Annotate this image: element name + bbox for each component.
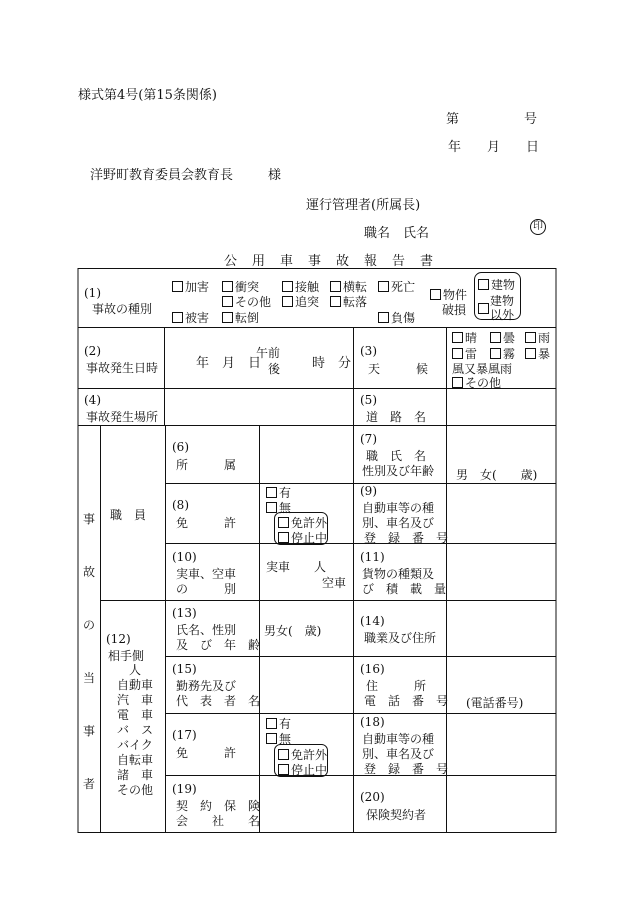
sender: 運行管理者(所属長) xyxy=(306,198,421,213)
staff-vehicle-label-3: 登 録 番 号 xyxy=(364,531,449,545)
other-gender-age-value: 男女( 歳) xyxy=(264,624,322,638)
cargo-label-1: 貨物の種類及 xyxy=(362,567,435,581)
recipient: 洋野町教育委員会教育長 xyxy=(90,168,234,183)
other-license-suspended[interactable]: 停止中 xyxy=(278,761,327,778)
accident-date: 年 月 日 xyxy=(196,356,262,371)
accident-type-tumble[interactable]: 転倒 xyxy=(222,309,259,326)
c20-number: (20) xyxy=(360,790,385,804)
accident-type-victim[interactable]: 被害 xyxy=(172,309,209,326)
time-am: 午前 xyxy=(256,346,281,360)
row2-label: 事故発生日時 xyxy=(86,361,159,375)
staff-license-no[interactable]: 無 xyxy=(266,499,291,516)
weather-cloudy[interactable]: 曇 xyxy=(490,329,515,346)
weather-thunder[interactable]: 雷 xyxy=(452,345,477,362)
weather-rain[interactable]: 雨 xyxy=(525,329,550,346)
weather-fog[interactable]: 霧 xyxy=(490,345,515,362)
accident-type-death[interactable]: 死亡 xyxy=(378,278,415,295)
seal-text: 印 xyxy=(533,221,543,232)
phone-label: 電 話 番 号 xyxy=(364,694,449,708)
accident-type-other[interactable]: その他 xyxy=(222,293,271,310)
other-party-label: 相手側 xyxy=(108,649,145,663)
other-name-label-1: 氏名、性別 xyxy=(176,623,237,637)
phone-value: (電話番号) xyxy=(466,696,524,710)
c15-number: (15) xyxy=(172,662,197,676)
staff-gender-age-value: 男 女( 歳) xyxy=(456,468,538,482)
other-license-label: 免 許 xyxy=(176,746,237,760)
c14-number: (14) xyxy=(360,614,385,628)
document-title: 公 用 車 事 故 報 告 書 xyxy=(224,254,435,269)
c9-number: (9) xyxy=(360,484,377,498)
damage-building[interactable]: 建物 xyxy=(478,276,515,293)
staff-gender-age-label: 性別及び年齢 xyxy=(362,464,435,478)
staff-license-yes[interactable]: 有 xyxy=(266,484,291,501)
occupation-address-label: 職業及び住所 xyxy=(364,631,437,645)
other-license-outside[interactable]: 免許外 xyxy=(278,746,327,763)
staff-side-label: 職 員 xyxy=(110,508,147,522)
staff-license-suspended[interactable]: 停止中 xyxy=(278,529,327,546)
c7-number: (7) xyxy=(360,432,377,446)
accident-type-harm[interactable]: 加害 xyxy=(172,278,209,295)
row3-weather-number: (3) xyxy=(360,344,377,358)
c6-number: (6) xyxy=(172,440,189,454)
accident-type-contact[interactable]: 接触 xyxy=(282,278,319,295)
address-label: 住 所 xyxy=(366,679,427,693)
cargo-label-2: び 積 載 量 xyxy=(362,582,447,596)
time-pm: 後 xyxy=(268,362,281,376)
accident-type-rear-end[interactable]: 追突 xyxy=(282,293,319,310)
row5-number: (5) xyxy=(360,393,377,407)
accident-time: 時 分 xyxy=(312,356,352,371)
recipient-honorific: 様 xyxy=(268,168,282,183)
other-party-number: (12) xyxy=(106,632,131,646)
employer-label-2: 代 表 者 名 xyxy=(176,694,261,708)
staff-vehicle-label-1: 自動車等の種 xyxy=(362,501,435,515)
c13-number: (13) xyxy=(172,606,197,620)
row4-number: (4) xyxy=(84,393,101,407)
accident-type-injury[interactable]: 負傷 xyxy=(378,309,415,326)
accident-type-rollover[interactable]: 横転 xyxy=(330,278,367,295)
sender-name-label: 職名 氏名 xyxy=(364,226,430,241)
c10-number: (10) xyxy=(172,550,197,564)
staff-vehicle-label-2: 別、車名及び xyxy=(362,516,435,530)
insurance-label-1: 契 約 保 険 xyxy=(176,799,261,813)
c11-number: (11) xyxy=(360,550,385,564)
other-vehicle-label-3: 登 録 番 号 xyxy=(364,762,449,776)
loaded-empty-label-2: の 別 xyxy=(176,582,237,596)
c17-number: (17) xyxy=(172,728,197,742)
other-name-label-2: 及 び 年 齢 xyxy=(176,638,261,652)
weather-other[interactable]: その他 xyxy=(452,374,501,391)
c18-number: (18) xyxy=(360,715,385,729)
staff-name-label: 職 氏 名 xyxy=(366,449,427,463)
row1-label: 事故の種別 xyxy=(92,302,153,316)
row1-number: (1) xyxy=(84,286,101,300)
form-number-label: 様式第4号(第15条関係) xyxy=(78,88,217,103)
c19-number: (19) xyxy=(172,782,197,796)
loaded-empty-label-1: 実車、空車 xyxy=(176,567,237,581)
affiliation-label: 所 属 xyxy=(176,458,237,472)
c8-number: (8) xyxy=(172,498,189,512)
accident-place-label: 事故発生場所 xyxy=(86,410,159,424)
other-license-yes[interactable]: 有 xyxy=(266,715,291,732)
damage-non-building-label-1: 建物 xyxy=(490,294,515,308)
staff-license-outside[interactable]: 免許外 xyxy=(278,514,327,531)
weather-storm-rain: 風又暴風雨 xyxy=(452,362,513,376)
damage-non-building-label-2: 以外 xyxy=(490,308,515,322)
policyholder-label: 保険契約者 xyxy=(366,808,427,822)
property-damage-label: 破損 xyxy=(442,303,467,317)
weather-storm[interactable]: 暴 xyxy=(525,345,550,362)
road-name-label: 道 路 名 xyxy=(366,410,427,424)
document-number: 第 号 xyxy=(446,112,538,127)
other-party-type-list: 人 自動車 汽 車 電 車 バ ス バイク 自転車 諸 車 その他 xyxy=(116,663,153,797)
parties-vertical-label: 事 故 の 当 事 者 xyxy=(82,512,95,791)
staff-license-label: 免 許 xyxy=(176,516,237,530)
other-vehicle-label-2: 別、車名及び xyxy=(362,747,435,761)
empty-vehicle: 空車 xyxy=(322,576,347,590)
weather-label: 天 候 xyxy=(368,362,429,376)
c16-number: (16) xyxy=(360,662,385,676)
accident-type-collision[interactable]: 衝突 xyxy=(222,278,259,295)
other-license-no[interactable]: 無 xyxy=(266,730,291,747)
property-damage-checkbox[interactable]: 物件 xyxy=(430,286,467,303)
employer-label-1: 勤務先及び xyxy=(176,679,237,693)
weather-sunny[interactable]: 晴 xyxy=(452,329,477,346)
other-vehicle-label-1: 自動車等の種 xyxy=(362,732,435,746)
row2-number: (2) xyxy=(84,344,101,358)
insurance-label-2: 会 社 名 xyxy=(176,814,261,828)
loaded-persons: 実車 人 xyxy=(266,560,327,574)
document-date: 年 月 日 xyxy=(448,140,540,155)
accident-type-fall[interactable]: 転落 xyxy=(330,293,367,310)
